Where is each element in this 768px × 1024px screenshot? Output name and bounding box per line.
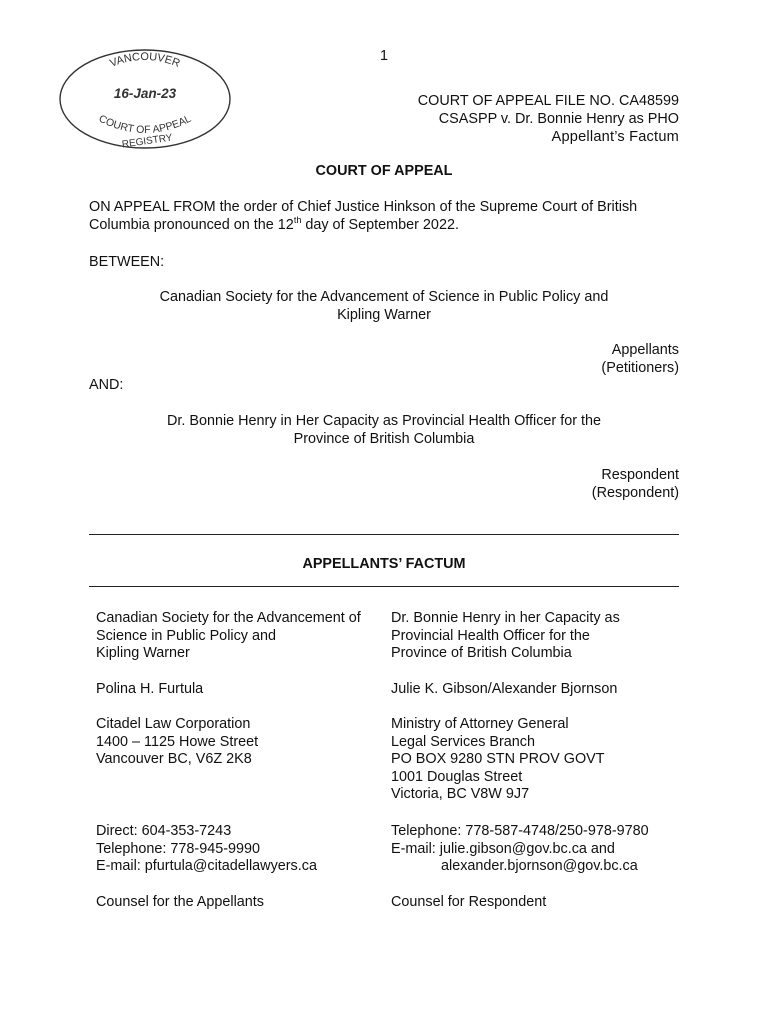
respondent-telephone: Telephone: 778-587-4748/250-978-9780	[391, 823, 649, 839]
respondent-party-name: Dr. Bonnie Henry in Her Capacity as Provincial Health Officer for the Province of British Columbia	[166, 413, 602, 447]
respondent-party-block: Dr. Bonnie Henry in her Capacity as Provincial Health Officer for the Province of British Columbia	[391, 610, 620, 662]
between-label: BETWEEN:	[89, 254, 165, 270]
appellant-party-name: Canadian Society for the Advancement of Science in Public Policy and Kipling Warner	[159, 289, 609, 323]
respondent-counsel-role: Counsel for Respondent	[391, 894, 547, 910]
court-title: COURT OF APPEAL	[315, 163, 453, 179]
appellants-party-block: Canadian Society for the Advancement of Science in Public Policy and Kipling Warner	[96, 610, 361, 662]
appellants-direct: Direct: 604-353-7243	[96, 823, 232, 839]
appellants-counsel-name: Polina H. Furtula	[96, 681, 204, 697]
appeal-from-paragraph	[89, 199, 689, 234]
appellants-email: E-mail: pfurtula@citadellawyers.ca	[96, 858, 317, 875]
stamp-bottom-text-1: COURT OF APPEAL	[96, 112, 194, 137]
stamp-bottom-text-2: REGISTRY	[121, 132, 174, 150]
respondent-office-address: Ministry of Attorney General Legal Services Branch PO BOX 9280 STN PROV GOVT 1001 Douglas Street Victoria, BC V8W 9J7	[391, 716, 605, 803]
divider-bottom	[89, 586, 679, 587]
case-name: CSASPP v. Dr. Bonnie Henry as PHO	[438, 111, 679, 127]
file-number: COURT OF APPEAL FILE NO. CA48599	[417, 93, 679, 109]
respondent-counsel-name: Julie K. Gibson/Alexander Bjornson	[391, 681, 618, 697]
page-number: 1	[379, 48, 388, 64]
respondent-role: Respondent (Respondent)	[591, 467, 679, 501]
appellants-contact	[96, 823, 386, 876]
document-header	[418, 92, 679, 146]
appeal-from-line-2: Columbia pronounced on the 12th day of September 2022.	[89, 214, 459, 233]
stamp-date: 16-Jan-23	[113, 86, 177, 101]
appellants-telephone: Telephone: 778-945-9990	[96, 840, 261, 857]
respondent-contact	[391, 823, 681, 876]
appellant-role: Appellants (Petitioners)	[601, 342, 679, 376]
respondent-email: E-mail: julie.gibson@gov.bc.ca and	[391, 840, 615, 857]
stamp-top-text: VANCOUVER	[108, 50, 182, 70]
factum-title: APPELLANTS’ FACTUM	[302, 556, 466, 572]
appellants-counsel-role: Counsel for the Appellants	[96, 894, 265, 910]
and-label: AND:	[89, 377, 124, 393]
appellants-firm-address: Citadel Law Corporation 1400 – 1125 Howe Street Vancouver BC, V6Z 2K8	[96, 716, 259, 768]
divider-top	[89, 534, 679, 535]
respondent-email-2: alexander.bjornson@gov.bc.ca	[441, 858, 638, 875]
appeal-from-line-1: ON APPEAL FROM the order of Chief Justice Hinkson of the Supreme Court of British	[89, 199, 638, 215]
document-type: Appellant’s Factum	[551, 129, 679, 145]
